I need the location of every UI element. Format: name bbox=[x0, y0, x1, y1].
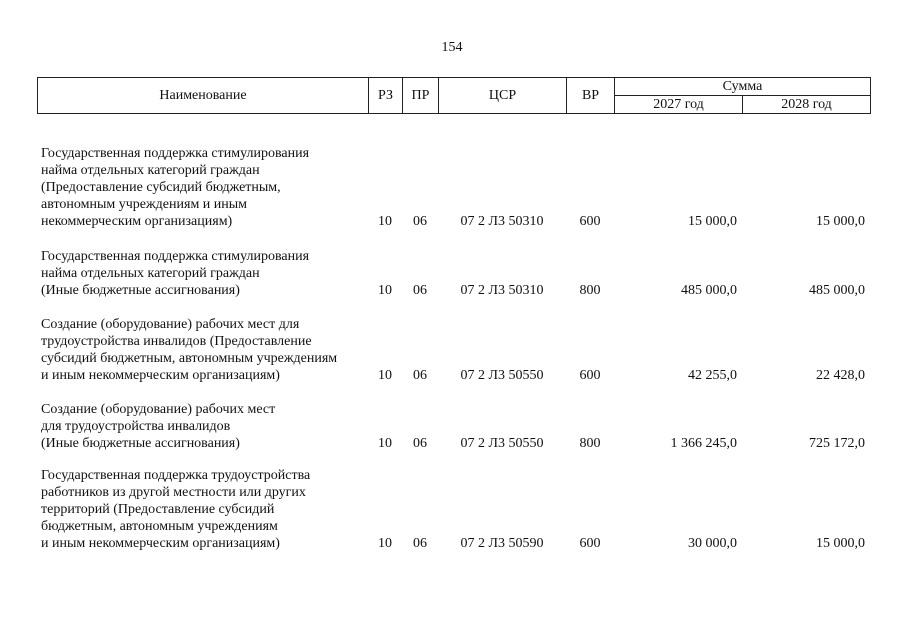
row-sum-2028: 15 000,0 bbox=[816, 536, 865, 551]
header-pr: ПР bbox=[403, 78, 439, 114]
header-sum: Сумма bbox=[615, 78, 871, 96]
row-sum-2028: 725 172,0 bbox=[809, 436, 865, 451]
page-number: 154 bbox=[441, 40, 463, 55]
header-vr: ВР bbox=[567, 78, 615, 114]
row-pr: 06 bbox=[413, 283, 427, 298]
row-name: Государственная поддержка стимулирования найма отдельных категорий граждан (Предоставление субсидий бюджетным, автономным учреждениям и иным некоммерческим организациям) bbox=[41, 146, 310, 229]
row-sum-2027: 1 366 245,0 bbox=[670, 436, 737, 451]
row-name: Создание (оборудование) рабочих мест для трудоустройства инвалидов (Предоставление субсидий бюджетным, автономным учреждениям и иным некоммерческим организациям) bbox=[41, 317, 338, 383]
row-rz: 10 bbox=[378, 283, 392, 298]
row-vr: 800 bbox=[579, 283, 601, 298]
row-vr: 600 bbox=[579, 368, 601, 383]
header-year-2027: 2027 год bbox=[615, 96, 743, 114]
row-name: Создание (оборудование) рабочих мест для трудоустройства инвалидов (Иные бюджетные ассигнования) bbox=[41, 402, 276, 451]
row-csr: 07 2 Л3 50550 bbox=[460, 436, 544, 451]
row-rz: 10 bbox=[378, 368, 392, 383]
row-vr: 600 bbox=[579, 536, 601, 551]
header-name: Наименование bbox=[38, 78, 369, 114]
row-csr: 07 2 Л3 50310 bbox=[460, 283, 544, 298]
row-name: Государственная поддержка стимулирования найма отдельных категорий граждан (Иные бюджетные ассигнования) bbox=[41, 249, 310, 298]
row-sum-2028: 22 428,0 bbox=[816, 368, 865, 383]
header-rz: РЗ bbox=[369, 78, 403, 114]
row-rz: 10 bbox=[378, 214, 392, 229]
row-sum-2027: 30 000,0 bbox=[688, 536, 737, 551]
row-pr: 06 bbox=[413, 368, 427, 383]
row-csr: 07 2 Л3 50550 bbox=[460, 368, 544, 383]
row-pr: 06 bbox=[413, 536, 427, 551]
header-year-2028: 2028 год bbox=[743, 96, 871, 114]
row-csr: 07 2 Л3 50590 bbox=[460, 536, 544, 551]
row-sum-2027: 42 255,0 bbox=[688, 368, 737, 383]
row-vr: 600 bbox=[579, 214, 601, 229]
row-sum-2028: 485 000,0 bbox=[809, 283, 865, 298]
row-csr: 07 2 Л3 50310 bbox=[460, 214, 544, 229]
row-sum-2027: 15 000,0 bbox=[688, 214, 737, 229]
row-pr: 06 bbox=[413, 214, 427, 229]
row-pr: 06 bbox=[413, 436, 427, 451]
row-name: Государственная поддержка трудоустройства работников из другой местности или других территорий (Предоставление субсидий бюджетным, автономным учреждениям и иным некоммерческим организациям) bbox=[41, 468, 311, 551]
row-vr: 800 bbox=[579, 436, 601, 451]
row-rz: 10 bbox=[378, 536, 392, 551]
row-sum-2027: 485 000,0 bbox=[681, 283, 737, 298]
row-rz: 10 bbox=[378, 436, 392, 451]
table-header bbox=[37, 77, 871, 114]
header-csr: ЦСР bbox=[439, 78, 567, 114]
row-sum-2028: 15 000,0 bbox=[816, 214, 865, 229]
